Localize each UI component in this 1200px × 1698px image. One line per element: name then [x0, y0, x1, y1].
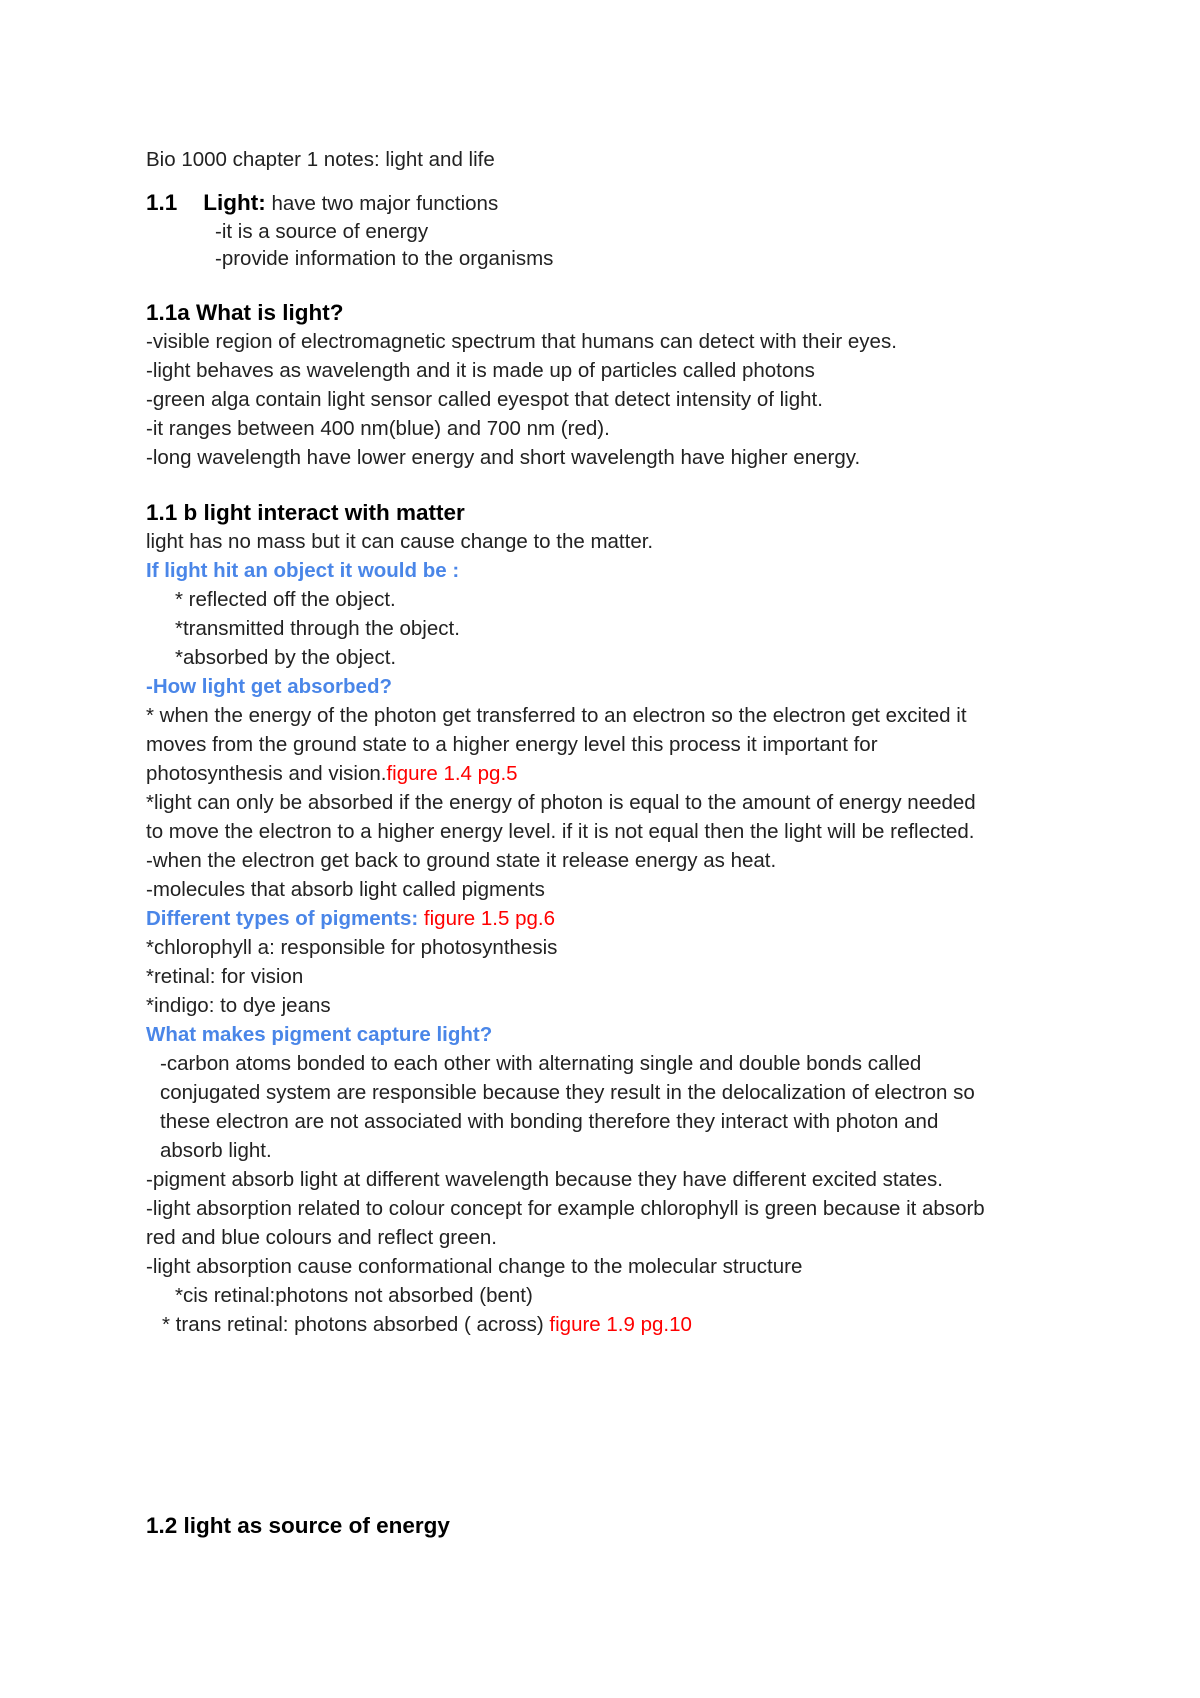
subheading-line: [146, 904, 555, 933]
paragraph-line: conjugated system are responsible because they result in the delocalization of electron so: [160, 1081, 975, 1104]
list-item: -it is a source of energy: [215, 220, 429, 243]
paragraph-line: *light can only be absorbed if the energy of photon is equal to the amount of energy needed: [146, 791, 976, 814]
paragraph-line: * when the energy of the photon get transferred to an electron so the electron get excited it: [146, 704, 967, 727]
subheading: If light hit an object it would be :: [146, 559, 460, 582]
paragraph-line: absorb light.: [160, 1139, 272, 1162]
paragraph-line: -it ranges between 400 nm(blue) and 700 nm (red).: [146, 417, 610, 440]
section-1-1a-heading: 1.1a What is light?: [146, 300, 344, 325]
paragraph-line: -light absorption related to colour concept for example chlorophyll is green because it absorb: [146, 1197, 985, 1220]
paragraph-text: photosynthesis and vision.: [146, 762, 387, 785]
list-item-text: * trans retinal: photons absorbed ( across): [162, 1313, 550, 1336]
paragraph-line: -molecules that absorb light called pigments: [146, 878, 545, 901]
doc-title: Bio 1000 chapter 1 notes: light and life: [146, 148, 495, 171]
paragraph-line: -when the electron get back to ground state it release energy as heat.: [146, 849, 777, 872]
list-item: *chlorophyll a: responsible for photosynthesis: [146, 936, 558, 959]
section-label: Light:: [203, 190, 266, 215]
subheading: Different types of pigments:: [146, 907, 419, 930]
paragraph-line: moves from the ground state to a higher energy level this process it important for: [146, 733, 878, 756]
section-1-1b-heading: 1.1 b light interact with matter: [146, 500, 465, 525]
subheading: -How light get absorbed?: [146, 675, 392, 698]
paragraph-line: -visible region of electromagnetic spectrum that humans can detect with their eyes.: [146, 330, 897, 353]
paragraph-line: light has no mass but it can cause change to the matter.: [146, 530, 654, 553]
paragraph-line: -light absorption cause conformational change to the molecular structure: [146, 1255, 803, 1278]
paragraph-line: [146, 759, 518, 788]
section-1-1-heading: [146, 188, 498, 218]
list-item: *retinal: for vision: [146, 965, 304, 988]
list-item: *indigo: to dye jeans: [146, 994, 331, 1017]
paragraph-line: -long wavelength have lower energy and short wavelength have higher energy.: [146, 446, 861, 469]
section-number: 1.1: [146, 190, 178, 215]
list-item: * reflected off the object.: [175, 588, 396, 611]
section-1-2-heading: 1.2 light as source of energy: [146, 1513, 450, 1538]
figure-reference: figure 1.4 pg.5: [386, 762, 518, 785]
figure-reference: figure 1.9 pg.10: [549, 1313, 692, 1336]
paragraph-line: -green alga contain light sensor called eyespot that detect intensity of light.: [146, 388, 823, 411]
list-item: *absorbed by the object.: [175, 646, 397, 669]
paragraph-line: red and blue colours and reflect green.: [146, 1226, 498, 1249]
subheading: What makes pigment capture light?: [146, 1023, 493, 1046]
paragraph-line: -light behaves as wavelength and it is made up of particles called photons: [146, 359, 815, 382]
paragraph-line: -carbon atoms bonded to each other with alternating single and double bonds called: [160, 1052, 922, 1075]
paragraph-line: -pigment absorb light at different wavelength because they have different excited states.: [146, 1168, 943, 1191]
list-item: -provide information to the organisms: [215, 247, 554, 270]
paragraph-line: these electron are not associated with bonding therefore they interact with photon and: [160, 1110, 939, 1133]
list-item: *cis retinal:photons not absorbed (bent): [175, 1284, 533, 1307]
section-text: have two major functions: [265, 192, 499, 215]
figure-reference: figure 1.5 pg.6: [418, 907, 555, 930]
list-item: *transmitted through the object.: [175, 617, 460, 640]
list-item: [162, 1310, 692, 1339]
paragraph-line: to move the electron to a higher energy level. if it is not equal then the light will be reflected.: [146, 820, 975, 843]
